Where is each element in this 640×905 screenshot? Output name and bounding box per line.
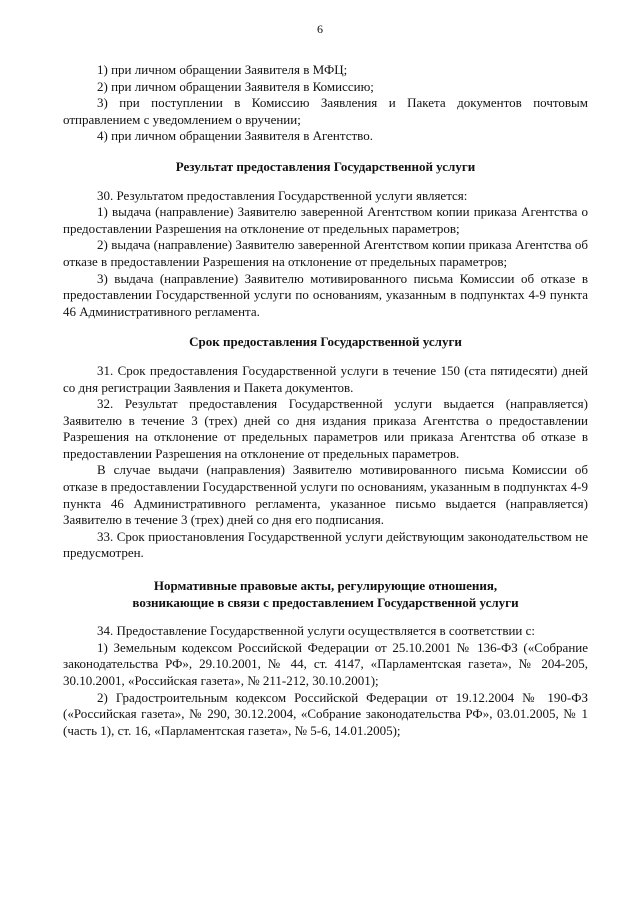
paragraph: 30. Результатом предоставления Государственной услуги является:: [97, 187, 468, 203]
paragraph: 31. Срок предоставления Государственной услуги в течение 150 (ста пятидесяти) дней со дня регистрации Заявления и Пакета документов.: [63, 362, 588, 395]
list-item: 2) Градостроительным кодексом Российской Федерации от 19.12.2004 № 190-ФЗ («Российская газета», № 290, 30.12.2004, «Собрание законодательства РФ», 03.01.2005, № 1 (часть 1), ст. 16, «Парламентская газета», № 5-6, 14.01.2005);: [63, 689, 588, 738]
document-body: [63, 62, 588, 739]
paragraph: 33. Срок приостановления Государственной услуги действующим законодательством не предусмотрен.: [63, 528, 588, 561]
section-heading-term: Срок предоставления Государственной услуги: [189, 334, 462, 350]
list-item: 4) при личном обращении Заявителя в Агентство.: [97, 128, 373, 144]
list-item: 1) при личном обращении Заявителя в МФЦ;: [97, 62, 348, 77]
list-item: 1) выдача (направление) Заявителю заверенной Агентством копии приказа Агентства о предоставлении Разрешения на отклонение от предельных параметров;: [63, 204, 588, 236]
list-item: 3) выдача (направление) Заявителю мотивированного письма Комиссии об отказе в предоставлении Государственной услуги по основаниям, указанным в подпунктах 4-9 пункта 46 Административного регламента.: [63, 270, 588, 319]
list-item: 2) при личном обращении Заявителя в Комиссию;: [97, 78, 374, 94]
page-number: 6: [317, 22, 323, 36]
paragraph: В случае выдачи (направления) Заявителю мотивированного письма Комиссии об отказе в предоставлении Государственной услуги по основаниям, указанным в подпунктах 4-9 пункта 46 Административного регламента, указанное письмо выдается (направляется) Заявителю в течение 3 (трех) дней со дня его подписания.: [63, 462, 588, 528]
list-item: 1) Земельным кодексом Российской Федерации от 25.10.2001 № 136-ФЗ («Собрание законодательства РФ», 29.10.2001, № 44, ст. 4147, «Парламентская газета», № 204-205, 30.10.2001, «Российская газета», № 211-212, 30.10.2001);: [63, 639, 588, 688]
paragraph: 34. Предоставление Государственной услуги осуществляется в соответствии с:: [97, 623, 536, 639]
section-heading-acts-line1: Нормативные правовые акты, регулирующие отношения,: [153, 578, 498, 594]
list-item: 3) при поступлении в Комиссию Заявления и Пакета документов почтовым отправлением с уведомлением о вручении;: [63, 95, 588, 127]
list-item: 2) выдача (направление) Заявителю заверенной Агентством копии приказа Агентства об отказе в предоставлении Разрешения на отклонение от предельных параметров;: [63, 237, 588, 269]
section-heading-acts: [63, 578, 588, 611]
section-heading-result: Результат предоставления Государственной услуги: [175, 158, 476, 174]
section-heading-acts-line2: возникающие в связи с предоставлением Государственной услуги: [132, 594, 519, 610]
paragraph: 32. Результат предоставления Государственной услуги выдается (направляется) Заявителю в течение 3 (трех) дней со дня издания приказа Агентства о предоставлении Разрешения на отклонение от предельных параметров или приказа Агентства об отказе в предоставлении Разрешения на отклонение от предельных параметров.: [63, 396, 588, 461]
